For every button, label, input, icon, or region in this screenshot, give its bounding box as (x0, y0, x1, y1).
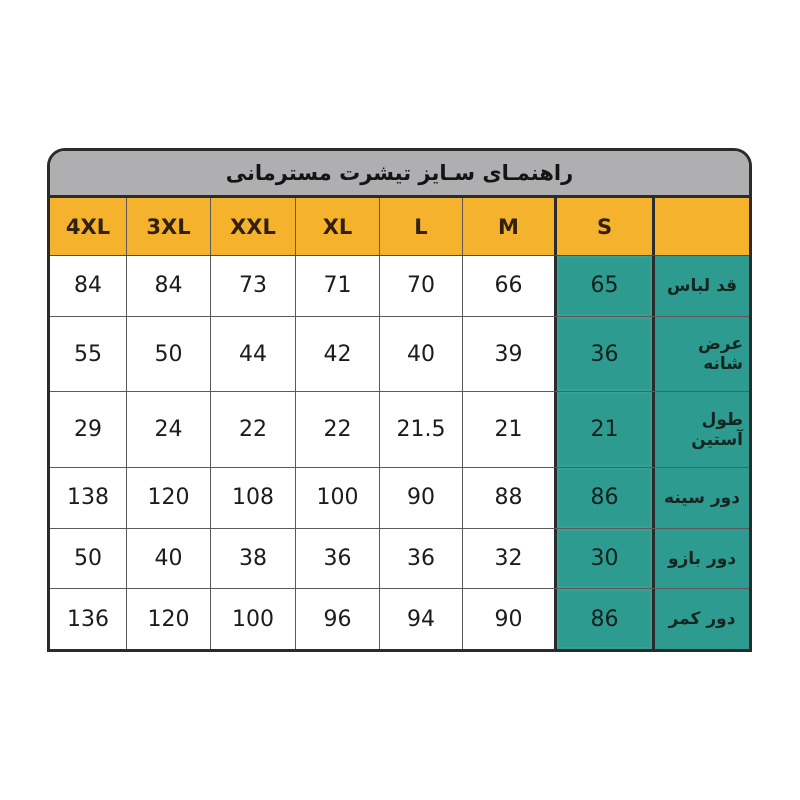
data-cell: 71 (296, 256, 380, 316)
size-header-xl: XL (296, 198, 380, 255)
data-cell: 108 (211, 468, 296, 528)
data-cell: 50 (50, 529, 127, 589)
data-cell: 90 (380, 468, 463, 528)
size-header-3xl: 3XL (127, 198, 211, 255)
data-cell: 96 (296, 589, 380, 649)
data-cell: 32 (463, 529, 557, 589)
data-cell: 50 (127, 317, 211, 392)
data-cell: 90 (463, 589, 557, 649)
table-row-arm (50, 528, 749, 589)
data-cell: 73 (211, 256, 296, 316)
table-row-chest (50, 467, 749, 528)
data-cell: 21.5 (380, 392, 463, 467)
data-cell: 44 (211, 317, 296, 392)
data-cell: 66 (463, 256, 557, 316)
row-label: دور بازو (655, 529, 749, 589)
size-header-s: S (557, 198, 655, 255)
data-cell-highlighted: 86 (557, 589, 655, 649)
data-cell: 88 (463, 468, 557, 528)
data-cell: 29 (50, 392, 127, 467)
table-row-waist (50, 588, 749, 649)
data-cell: 24 (127, 392, 211, 467)
data-cell: 136 (50, 589, 127, 649)
row-label: قد لباس (655, 256, 749, 316)
size-guide-table (47, 148, 752, 652)
data-cell: 39 (463, 317, 557, 392)
size-header-m: M (463, 198, 557, 255)
data-cell: 38 (211, 529, 296, 589)
data-cell-highlighted: 86 (557, 468, 655, 528)
data-cell: 36 (296, 529, 380, 589)
data-cell-highlighted: 36 (557, 317, 655, 392)
data-cell: 100 (211, 589, 296, 649)
table-title: راهنمـای سـایز تیشرت مسترمانی (50, 151, 749, 198)
row-label: دور سینه (655, 468, 749, 528)
table-row-sleeve-length (50, 391, 749, 467)
size-header-corner (655, 198, 749, 255)
data-cell: 40 (380, 317, 463, 392)
data-cell: 100 (296, 468, 380, 528)
row-label: طول آستین (655, 392, 749, 467)
data-cell: 84 (127, 256, 211, 316)
data-cell: 55 (50, 317, 127, 392)
size-header-4xl: 4XL (50, 198, 127, 255)
data-cell: 36 (380, 529, 463, 589)
data-cell: 138 (50, 468, 127, 528)
table-row-shoulder-width (50, 316, 749, 392)
data-cell-highlighted: 21 (557, 392, 655, 467)
data-cell-highlighted: 65 (557, 256, 655, 316)
data-cell: 40 (127, 529, 211, 589)
size-header-row (50, 198, 749, 256)
data-cell: 84 (50, 256, 127, 316)
size-header-l: L (380, 198, 463, 255)
data-cell: 70 (380, 256, 463, 316)
row-label: عرض شانه (655, 317, 749, 392)
data-cell: 22 (296, 392, 380, 467)
data-cell: 22 (211, 392, 296, 467)
table-row-garment-length (50, 256, 749, 316)
data-cell: 120 (127, 468, 211, 528)
size-header-xxl: XXL (211, 198, 296, 255)
data-cell: 21 (463, 392, 557, 467)
data-cell-highlighted: 30 (557, 529, 655, 589)
row-label: دور کمر (655, 589, 749, 649)
data-cell: 42 (296, 317, 380, 392)
data-cell: 120 (127, 589, 211, 649)
data-cell: 94 (380, 589, 463, 649)
